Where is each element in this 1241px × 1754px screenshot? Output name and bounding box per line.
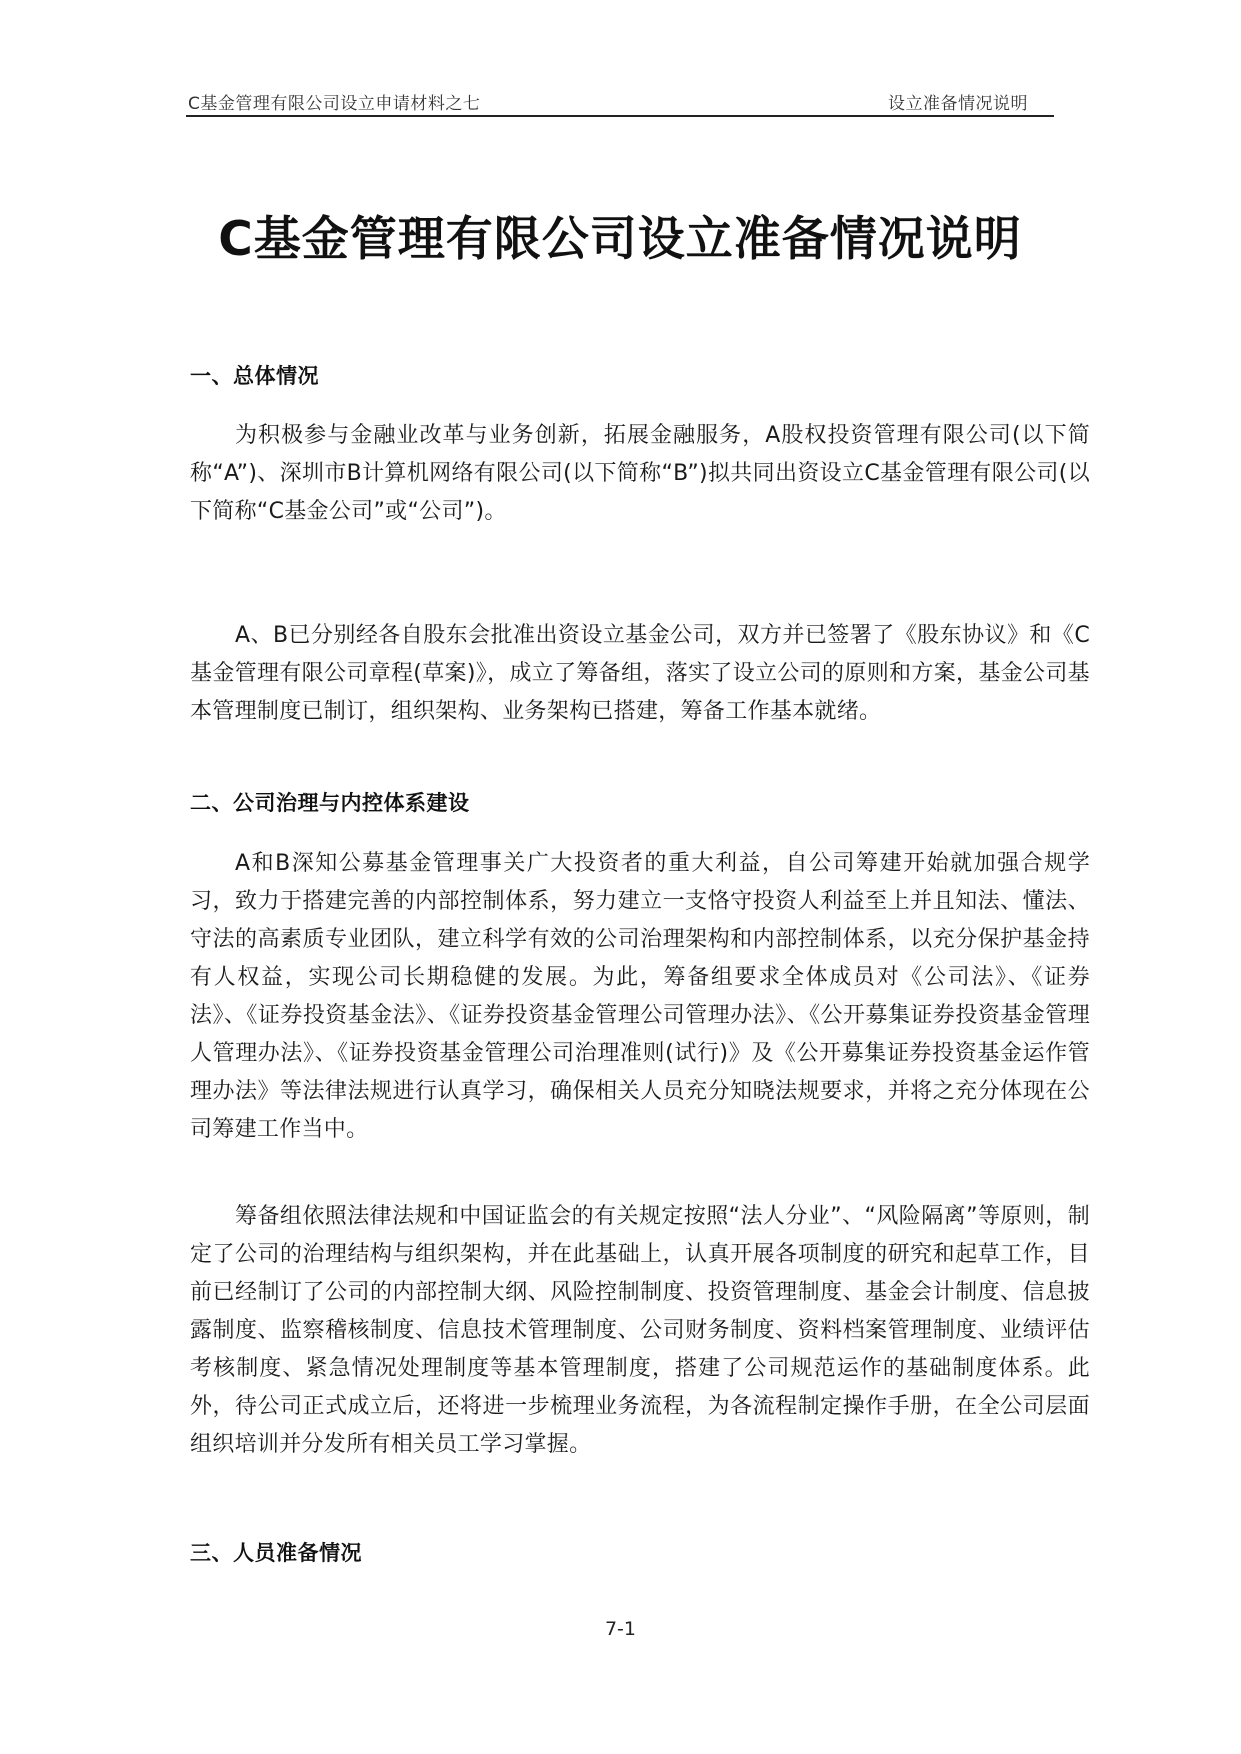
section-heading-1: 一、总体情况 [190, 364, 319, 388]
page-number: 7-1 [604, 1618, 637, 1640]
page-header [186, 85, 1054, 117]
header-right-text: 设立准备情况说明 [888, 94, 1028, 114]
paragraph-1-2: A、B已分别经各自股东会批准出资设立基金公司，双方并已签署了《股东协议》和《C基金管理有限公司章程(草案)》，成立了筹备组，落实了设立公司的原则和方案，基金公司基本管理制度已制订，组织架构、业务架构已搭建，筹备工作基本就绪。 [190, 623, 1090, 724]
paragraph-2-2: 筹备组依照法律法规和中国证监会的有关规定按照“法人分业”、“风险隔离”等原则，制定了公司的治理结构与组织架构，并在此基础上，认真开展各项制度的研究和起草工作，目前已经制订了公司的内部控制大纲、风险控制制度、投资管理制度、基金会计制度、信息披露制度、监察稽核制度、信息技术管理制度、公司财务制度、资料档案管理制度、业绩评估考核制度、紧急情况处理制度等基本管理制度，搭建了公司规范运作的基础制度体系。此外，待公司正式成立后，还将进一步梳理业务流程，为各流程制定操作手册，在全公司层面组织培训并分发所有相关员工学习掌握。 [190, 1204, 1090, 1457]
paragraph-1-1: 为积极参与金融业改革与业务创新，拓展金融服务，A股权投资管理有限公司(以下简称“A”)、深圳市B计算机网络有限公司(以下简称“B”)拟共同出资设立C基金管理有限公司(以下简称“C基金公司”或“公司”)。 [190, 423, 1090, 524]
section-heading-2: 二、公司治理与内控体系建设 [190, 791, 470, 815]
document-title: C基金管理有限公司设立准备情况说明 [218, 212, 1022, 267]
paragraph-2-1: A和B深知公募基金管理事关广大投资者的重大利益，自公司筹建开始就加强合规学习，致力于搭建完善的内部控制体系，努力建立一支恪守投资人利益至上并且知法、懂法、守法的高素质专业团队，建立科学有效的公司治理架构和内部控制体系，以充分保护基金持有人权益，实现公司长期稳健的发展。为此，筹备组要求全体成员对《公司法》、《证券法》、《证券投资基金法》、《证券投资基金管理公司管理办法》、《公开募集证券投资基金管理人管理办法》、《证券投资基金管理公司治理准则(试行)》及《公开募集证券投资基金运作管理办法》等法律法规进行认真学习，确保相关人员充分知晓法规要求，并将之充分体现在公司筹建工作当中。 [190, 851, 1090, 1142]
section-heading-3: 三、人员准备情况 [190, 1541, 362, 1565]
header-left-text: C基金管理有限公司设立申请材料之七 [188, 94, 481, 114]
